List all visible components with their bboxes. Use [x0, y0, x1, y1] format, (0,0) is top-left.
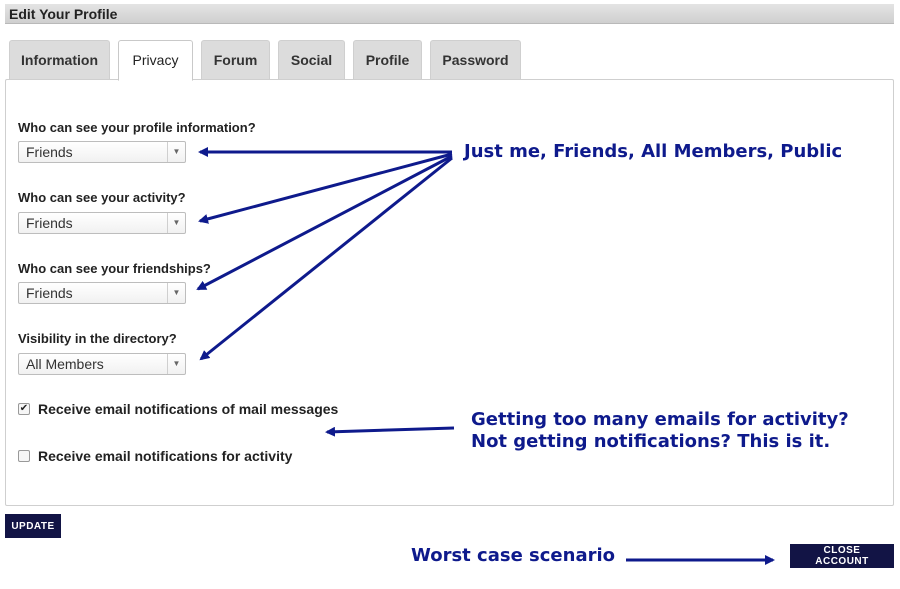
emails-annotation-line2: Not getting notifications? This is it.	[471, 431, 831, 452]
friendships-visibility-label: Who can see your friendships?	[18, 261, 211, 276]
activity-notification-label: Receive email notifications for activity	[38, 448, 293, 464]
tab-password[interactable]: Password	[430, 40, 521, 80]
chevron-down-icon: ▼	[167, 213, 185, 233]
tab-profile[interactable]: Profile	[353, 40, 422, 80]
page-title: Edit Your Profile	[5, 4, 894, 24]
select-value: Friends	[26, 285, 73, 301]
profile-visibility-label: Who can see your profile information?	[18, 120, 256, 135]
tab-social[interactable]: Social	[278, 40, 345, 80]
checkmark-icon: ✔	[19, 403, 29, 414]
select-value: Friends	[26, 215, 73, 231]
update-button[interactable]: UPDATE	[5, 514, 61, 538]
close-account-button[interactable]: CLOSE ACCOUNT	[790, 544, 894, 568]
chevron-down-icon: ▼	[167, 283, 185, 303]
mail-notification-checkbox[interactable]	[18, 403, 30, 415]
tab-forum[interactable]: Forum	[201, 40, 270, 80]
options-annotation: Just me, Friends, All Members, Public	[464, 141, 843, 162]
mail-notification-label: Receive email notifications of mail messages	[38, 401, 339, 417]
select-value: Friends	[26, 144, 73, 160]
activity-visibility-label: Who can see your activity?	[18, 190, 186, 205]
activity-visibility-select[interactable]	[18, 212, 186, 234]
directory-visibility-label: Visibility in the directory?	[18, 331, 177, 346]
select-value: All Members	[26, 356, 104, 372]
emails-annotation-line1: Getting too many emails for activity?	[471, 409, 849, 430]
chevron-down-icon: ▼	[167, 354, 185, 374]
activity-notification-checkbox[interactable]	[18, 450, 30, 462]
profile-visibility-select[interactable]	[18, 141, 186, 163]
tab-privacy[interactable]: Privacy	[118, 40, 193, 81]
tab-information[interactable]: Information	[9, 40, 110, 80]
friendships-visibility-select[interactable]	[18, 282, 186, 304]
worst-case-annotation: Worst case scenario	[411, 545, 616, 566]
chevron-down-icon: ▼	[167, 142, 185, 162]
directory-visibility-select[interactable]	[18, 353, 186, 375]
